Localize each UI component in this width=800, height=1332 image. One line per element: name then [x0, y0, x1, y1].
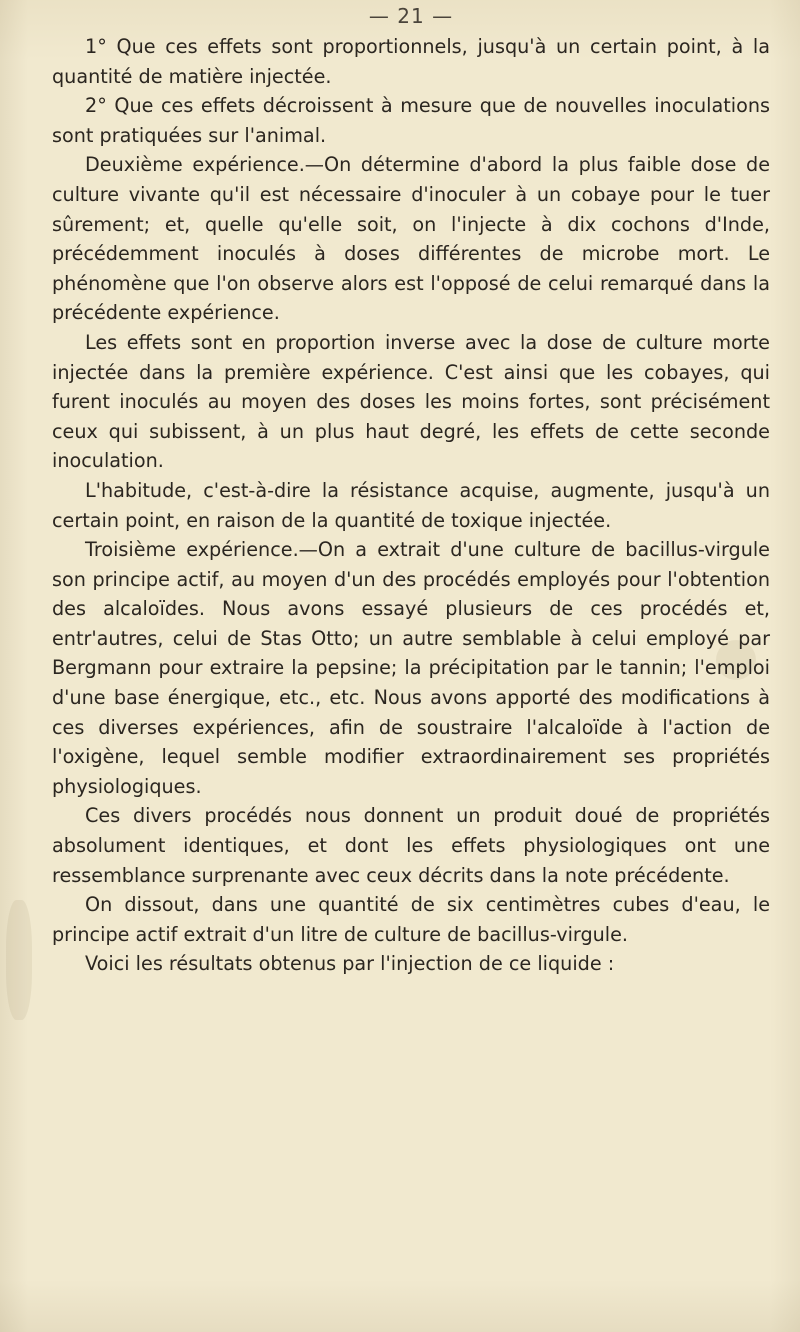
paragraph: Ces divers procédés nous donnent un produit doué de propriétés absolument identiques, et dont les effets physiologiques ont une ressemblance surprenante avec ceux décrits dans la note précédente. [52, 804, 770, 887]
paragraph: Les effets sont en proportion inverse avec la dose de culture morte injectée dans la première expérience. C'est ainsi que les cobayes, qui furent inoculés au moyen des doses les moins fortes, sont précisément ceux qui subissent, à un plus haut degré, les effets de cette seconde inoculation. [52, 330, 770, 473]
paragraph: 2° Que ces effets décroissent à mesure que de nouvelles inoculations sont pratiquées sur l'animal. [52, 94, 770, 147]
paragraph: On dissout, dans une quantité de six centimètres cubes d'eau, le principe actif extrait d'un litre de culture de bacillus-virgule. [52, 893, 770, 946]
paragraph: L'habitude, c'est-à-dire la résistance acquise, augmente, jusqu'à un certain point, en raison de la quantité de toxique injectée. [52, 478, 770, 532]
paragraph: Deuxième expérience.—On détermine d'abord la plus faible dose de culture vivante qu'il est nécessaire d'inoculer à un cobaye pour le tuer sûrement; et, quelle qu'elle soit, on l'injecte à dix cochons d'Inde, précédemment inoculés à doses différentes de microbe mort. Le phénomène que l'on observe alors est l'opposé de celui remarqué dans la précédente expérience. [52, 153, 770, 325]
page-number: — 21 — [368, 4, 454, 28]
paper-stain [6, 900, 32, 1020]
paragraph: Voici les résultats obtenus par l'injection de ce liquide : [85, 952, 615, 976]
body-text [52, 32, 770, 979]
paragraph: Troisième expérience.—On a extrait d'une culture de bacillus-virgule son principe actif, au moyen d'un des procédés employés pour l'obtention des alcaloïdes. Nous avons essayé plusieurs de ces procédés et, entr'autres, celui de Stas Otto; un autre semblable à celui employé par Bergmann pour extraire la pepsine; la précipitation par le tannin; l'emploi d'une base énergique, etc., etc. Nous avons apporté des modifications à ces diverses expériences, afin de soustraire l'alcaloïde à l'action de l'oxigène, lequel semble modifier extraordinairement ses propriétés physiologiques. [52, 538, 770, 798]
paragraph: 1° Que ces effets sont proportionnels, jusqu'à un certain point, à la quantité de matière injectée. [52, 35, 770, 88]
